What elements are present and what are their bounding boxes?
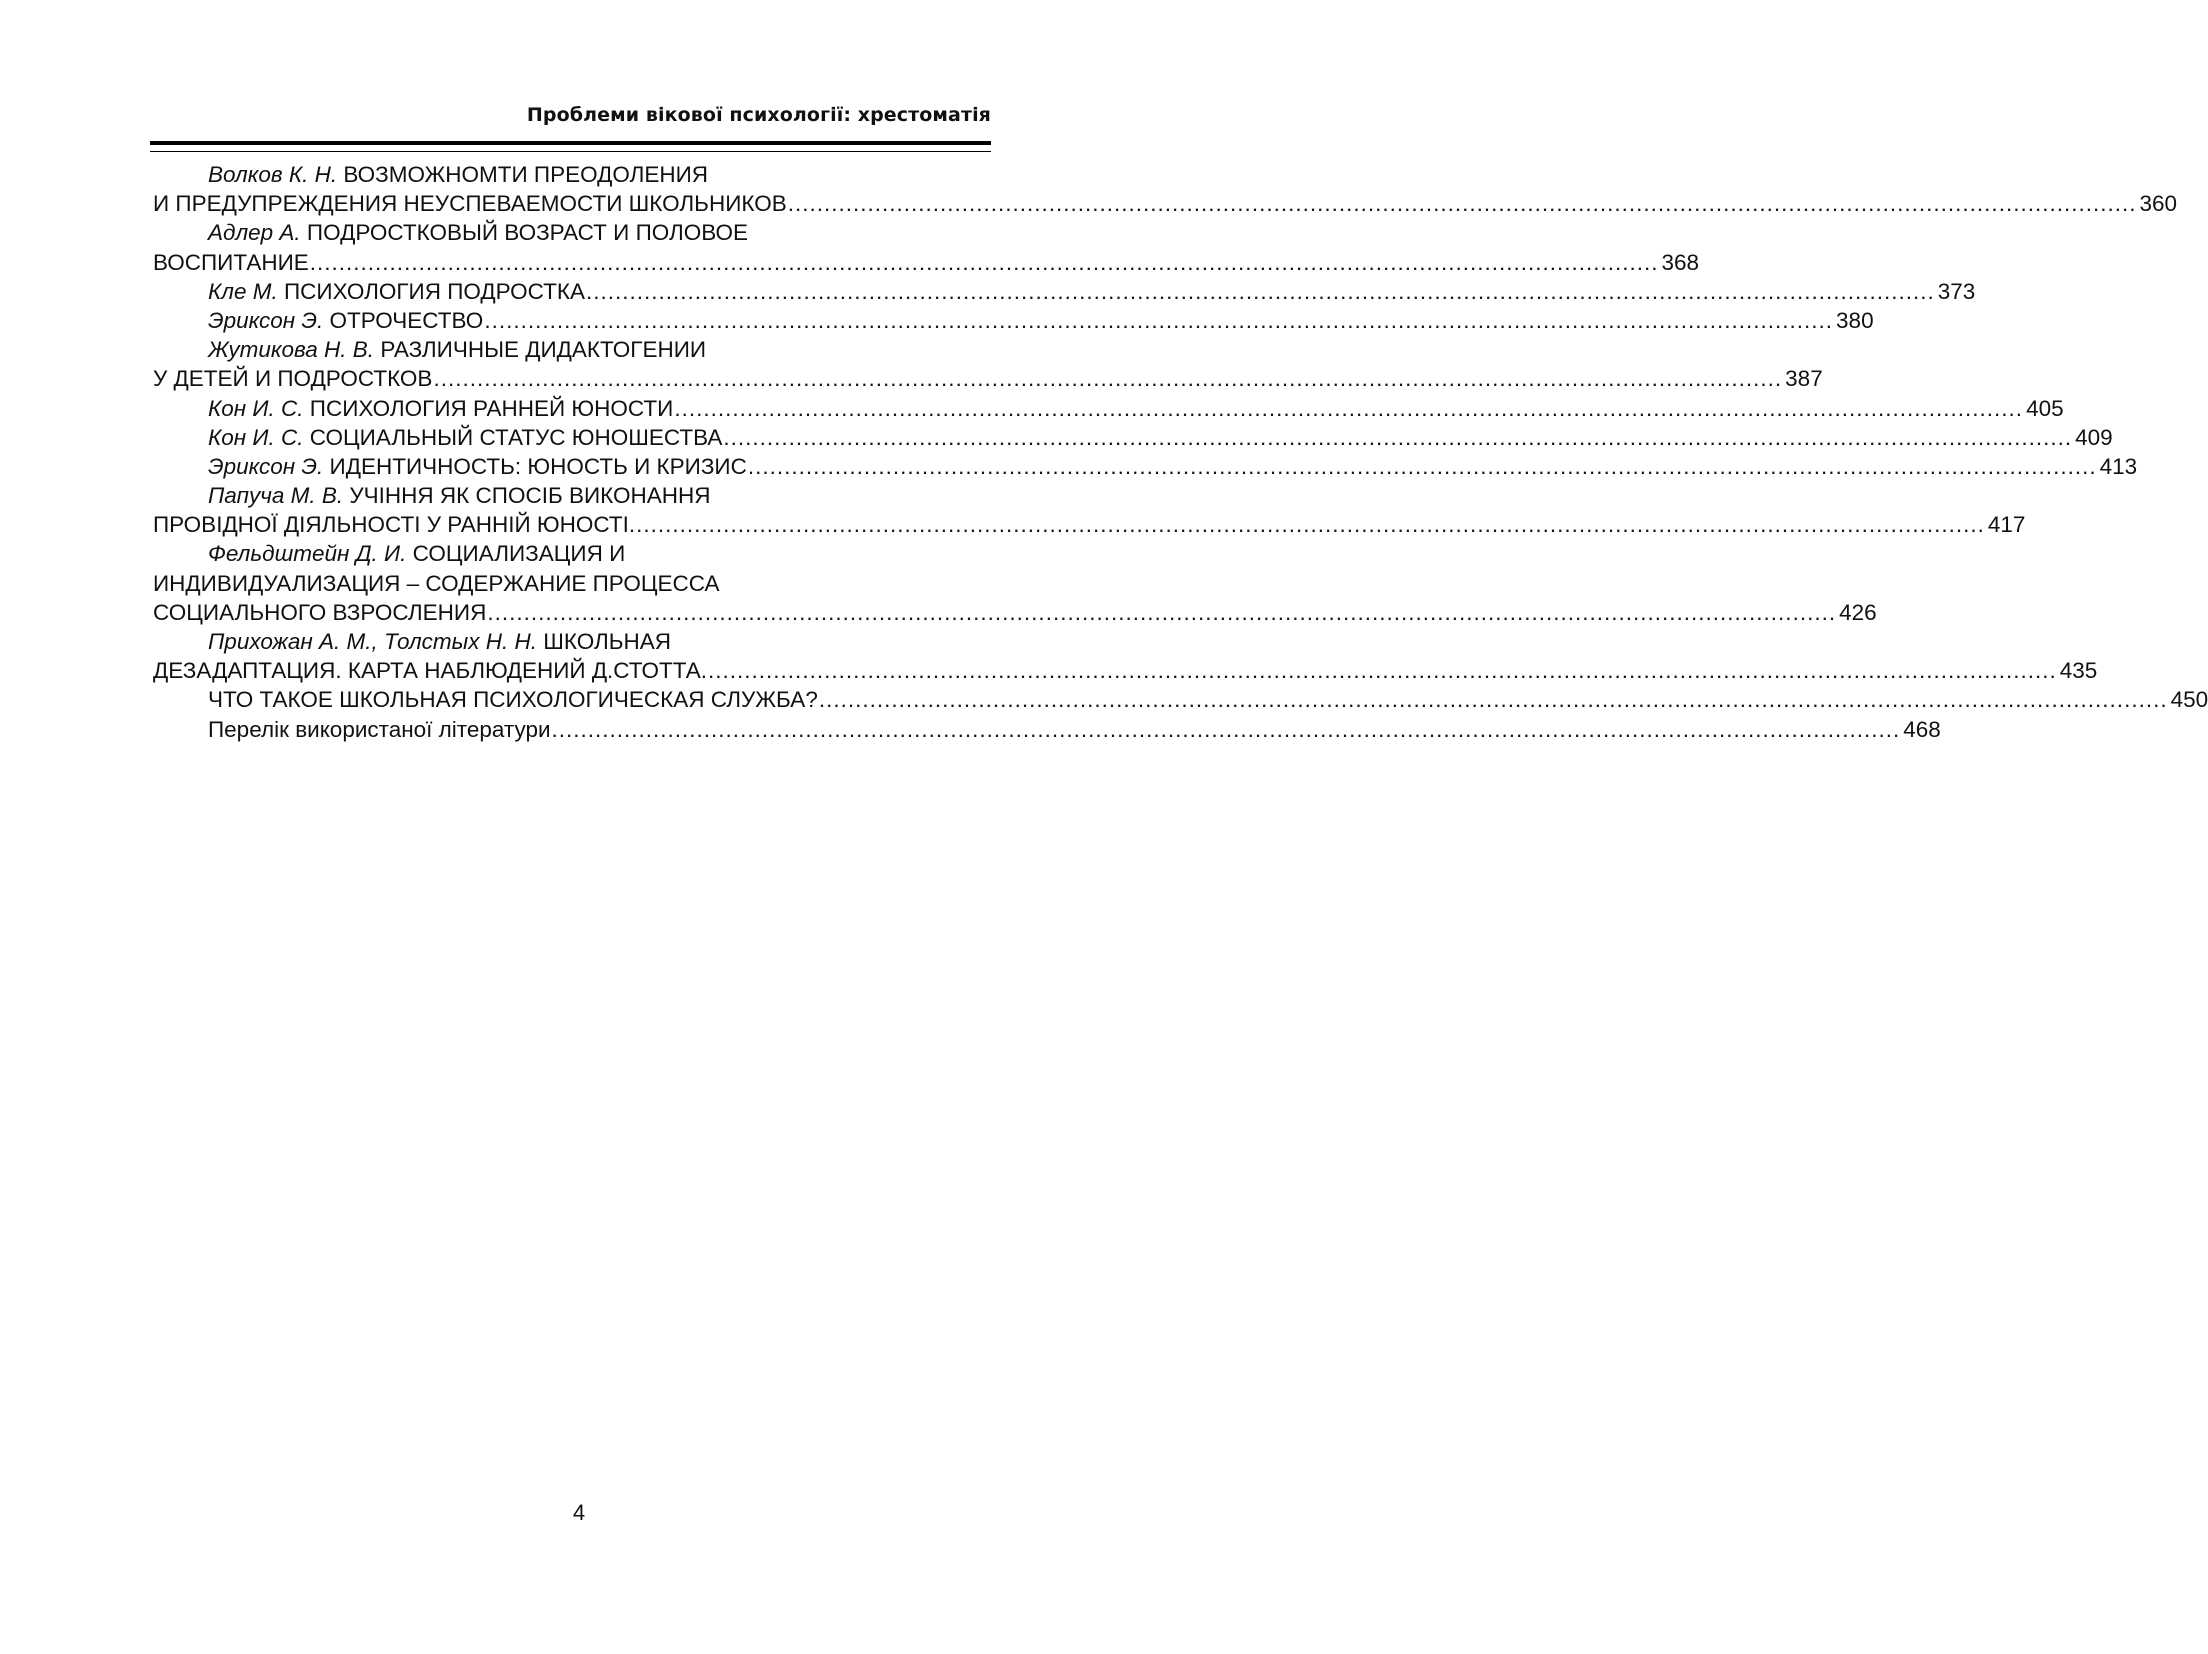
toc-entry-line bbox=[153, 685, 2208, 714]
toc-title: ОТРОЧЕСТВО bbox=[323, 307, 484, 333]
toc-title: ПРОВІДНОЇ ДІЯЛЬНОСТІ У РАННІЙ ЮНОСТІ. bbox=[153, 512, 636, 538]
dot-leader: .......................................................................................................................................................................................... bbox=[723, 424, 2073, 450]
toc-author: Фельдштейн Д. И. bbox=[208, 541, 407, 567]
toc-author: Эриксон Э. bbox=[208, 307, 324, 333]
toc-title: РАЗЛИЧНЫЕ ДИДАКТОГЕНИИ bbox=[374, 337, 707, 363]
toc-page-number: 426 bbox=[1839, 599, 1877, 625]
toc-author: Кон И. С. bbox=[208, 395, 304, 421]
dot-leader: .......................................................................................................................................................................................... bbox=[747, 453, 2097, 479]
toc-entry-line bbox=[153, 539, 971, 568]
toc-author: Папуча М. В. bbox=[208, 483, 344, 509]
toc-title: ПСИХОЛОГИЯ РАННЕЙ ЮНОСТИ bbox=[303, 395, 674, 421]
toc-title: ЧТО ТАКОЕ ШКОЛЬНАЯ ПСИХОЛОГИЧЕСКАЯ СЛУЖБА? bbox=[208, 687, 818, 713]
dot-leader: .......................................................................................................................................................................................... bbox=[551, 716, 1901, 742]
toc-page-number: 405 bbox=[2026, 395, 2064, 421]
toc-page-number: 380 bbox=[1836, 307, 1874, 333]
toc-entry-line bbox=[153, 306, 1874, 335]
dot-leader: .......................................................................................................................................................................................... bbox=[708, 658, 2057, 684]
dot-leader: .......................................................................................................................................................................................... bbox=[309, 249, 1659, 275]
toc-page-number: 413 bbox=[2099, 453, 2138, 479]
toc-page-number: 373 bbox=[1937, 278, 1976, 304]
toc-entry-line bbox=[153, 510, 2026, 539]
toc-title: ПСИХОЛОГИЯ ПОДРОСТКА bbox=[277, 278, 585, 304]
toc-entry-line bbox=[153, 248, 1700, 277]
toc-title: И ПРЕДУПРЕЖДЕНИЯ НЕУСПЕВАЕМОСТИ ШКОЛЬНИКОВ bbox=[153, 191, 787, 217]
header-rule-thick bbox=[150, 141, 991, 145]
toc-title: СОЦИАЛЬНЫЙ СТАТУС ЮНОШЕСТВА bbox=[303, 424, 723, 450]
toc-entry-line bbox=[153, 335, 971, 364]
toc-page-number: 450 bbox=[2170, 687, 2208, 713]
toc-author: Эриксон Э. bbox=[208, 453, 324, 479]
toc-title: ПОДРОСТКОВЫЙ ВОЗРАСТ И ПОЛОВОЕ bbox=[300, 220, 749, 246]
toc-entry-line bbox=[153, 627, 971, 656]
toc-entry-line bbox=[153, 598, 1877, 627]
toc-title: УЧІННЯ ЯК СПОСІБ ВИКОНАННЯ bbox=[343, 483, 711, 509]
toc-entry-line bbox=[153, 481, 971, 510]
toc-page-number: 435 bbox=[2059, 658, 2098, 684]
toc-entry-line bbox=[153, 189, 2178, 218]
dot-leader: .......................................................................................................................................................................................... bbox=[636, 512, 1985, 538]
toc-entry-line bbox=[153, 364, 1823, 393]
toc-author: Волков К. Н. bbox=[208, 162, 338, 187]
toc-entry-line bbox=[153, 423, 2113, 452]
toc-page-number: 409 bbox=[2075, 424, 2113, 450]
toc-title: Перелік використаної літератури bbox=[208, 716, 551, 742]
toc-title: ДЕЗАДАПТАЦИЯ. КАРТА НАБЛЮДЕНИЙ Д.СТОТТА. bbox=[153, 658, 708, 684]
dot-leader: .......................................................................................................................................................................................... bbox=[487, 599, 1837, 625]
toc-author: Кле М. bbox=[208, 278, 278, 304]
dot-leader: .......................................................................................................................................................................................... bbox=[674, 395, 2024, 421]
toc-page-number: 368 bbox=[1661, 249, 1700, 275]
toc-entry-line bbox=[153, 715, 1941, 744]
dot-leader: .......................................................................................................................................................................................... bbox=[585, 278, 1935, 304]
table-of-contents bbox=[153, 160, 2208, 744]
dot-leader: .......................................................................................................................................................................................... bbox=[484, 307, 1834, 333]
dot-leader: .......................................................................................................................................................................................... bbox=[818, 687, 2168, 713]
toc-page-number: 417 bbox=[1987, 512, 2026, 538]
toc-page-number: 360 bbox=[2139, 191, 2178, 217]
running-title: Проблеми вікової психології: хрестоматія bbox=[526, 104, 991, 126]
toc-page-number: 387 bbox=[1785, 366, 1823, 392]
toc-title: ВОЗМОЖНОМТИ ПРЕОДОЛЕНИЯ bbox=[337, 162, 709, 187]
toc-author: Адлер А. bbox=[208, 220, 301, 246]
dot-leader: .......................................................................................................................................................................................... bbox=[433, 366, 1783, 392]
toc-title: СОЦИАЛИЗАЦИЯ И bbox=[406, 541, 626, 567]
toc-author: Кон И. С. bbox=[208, 424, 304, 450]
toc-title: ШКОЛЬНАЯ bbox=[537, 629, 672, 654]
page-number: 4 bbox=[572, 1500, 586, 1525]
dot-leader: .......................................................................................................................................................................................... bbox=[787, 191, 2137, 217]
toc-title: ВОСПИТАНИЕ bbox=[153, 249, 309, 275]
toc-title: У ДЕТЕЙ И ПОДРОСТКОВ bbox=[153, 366, 433, 392]
toc-entry-line bbox=[153, 452, 2138, 481]
toc-entry-line bbox=[153, 277, 1976, 306]
toc-title: ИНДИВИДУАЛИЗАЦИЯ – СОДЕРЖАНИЕ ПРОЦЕССА bbox=[153, 570, 720, 596]
toc-title: ИДЕНТИЧНОСТЬ: ЮНОСТЬ И КРИЗИС bbox=[323, 453, 747, 479]
toc-entry-line bbox=[153, 656, 2098, 685]
toc-entry-line bbox=[153, 569, 971, 598]
header-rule-thin bbox=[150, 151, 991, 152]
toc-page-number: 468 bbox=[1903, 716, 1941, 742]
toc-entry-line bbox=[153, 218, 971, 247]
toc-author: Прихожан А. М., Толстых Н. Н. bbox=[208, 629, 537, 654]
toc-author: Жутикова Н. В. bbox=[208, 337, 375, 363]
toc-entry-line bbox=[153, 160, 971, 189]
toc-entry-line bbox=[153, 394, 2064, 423]
toc-title: СОЦИАЛЬНОГО ВЗРОСЛЕНИЯ bbox=[153, 599, 487, 625]
